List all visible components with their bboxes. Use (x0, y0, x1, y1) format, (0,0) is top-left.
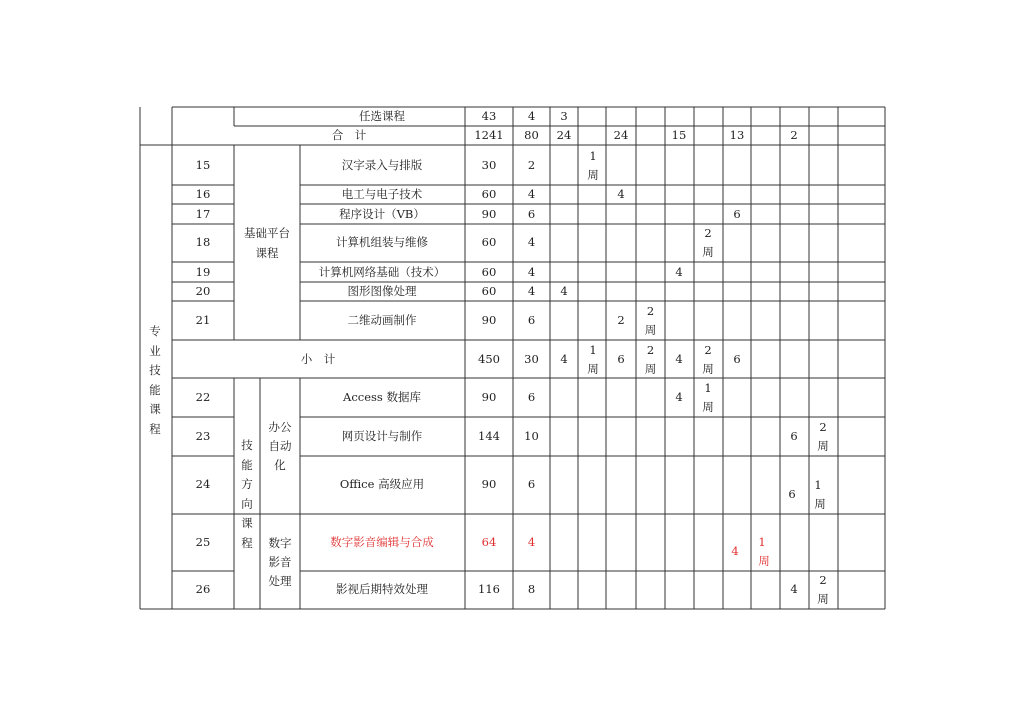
row-19-weekly: 4 (675, 265, 683, 279)
row-15-credits: 2 (527, 158, 536, 172)
row-22-week-unit: 周 (702, 400, 714, 414)
row-20-weekly: 4 (560, 284, 568, 298)
row-26-week-unit: 周 (817, 592, 829, 606)
row-21-credits: 6 (527, 313, 536, 327)
row-19-credits: 4 (527, 265, 536, 279)
row-22-name: Access 数据库 (343, 390, 421, 404)
row-15-name: 汉字录入与排版 (341, 158, 423, 172)
row-23-credits: 10 (524, 429, 539, 443)
row-18-hours: 60 (481, 235, 497, 249)
row-23-week-unit: 周 (817, 439, 829, 453)
subtotal-c4a: 2 (646, 343, 655, 357)
subtotal-label: 小 计 (300, 352, 336, 366)
row-16-name: 电工与电子技术 (341, 187, 423, 201)
sub-office-label: 办公自动化 (268, 420, 292, 472)
row-17-hours: 90 (481, 207, 497, 221)
total-hours: 1241 (474, 128, 504, 142)
row-24-no: 24 (195, 477, 211, 491)
row-22-weekly: 4 (675, 390, 683, 404)
row-25-weekly: 4 (731, 544, 739, 558)
row-25-week-unit: 周 (758, 554, 770, 568)
elective-credits: 4 (527, 109, 536, 123)
row-24-credits: 6 (527, 477, 536, 491)
row-16-credits: 4 (527, 187, 536, 201)
row-15-week: 1 (589, 149, 597, 163)
row-25-credits: 4 (527, 535, 536, 549)
subtotal-c3: 6 (617, 352, 625, 366)
row-21-weekly: 2 (617, 313, 625, 327)
group-basic-label: 基础平台课程 (244, 226, 290, 260)
row-26-name: 影视后期特效处理 (336, 582, 428, 596)
row-26-hours: 116 (478, 582, 500, 596)
total-sem3: 24 (613, 128, 629, 142)
subtotal-c5: 4 (675, 352, 683, 366)
row-20-no: 20 (195, 284, 211, 298)
subtotal-c2a: 1 (589, 343, 597, 357)
row-23-name: 网页设计与制作 (341, 429, 423, 443)
row-23-weekly: 6 (790, 429, 798, 443)
row-17-credits: 6 (527, 207, 536, 221)
row-19-hours: 60 (481, 265, 497, 279)
row-20-credits: 4 (527, 284, 536, 298)
row-16-no: 16 (195, 187, 211, 201)
row-24-week: 1 (814, 478, 822, 492)
row-15-no: 15 (195, 158, 211, 172)
row-16-weekly: 4 (617, 187, 625, 201)
total-sem5: 15 (671, 128, 687, 142)
row-21-no: 21 (195, 313, 211, 327)
row-18-week-unit: 周 (702, 245, 714, 259)
subtotal-c7: 6 (733, 352, 741, 366)
row-21-week-unit: 周 (644, 323, 657, 337)
row-21-name: 二维动画制作 (347, 313, 417, 327)
row-22-no: 22 (195, 390, 211, 404)
row-18-week: 2 (704, 226, 712, 240)
row-20-hours: 60 (481, 284, 497, 298)
subtotal-c2b: 周 (587, 362, 599, 376)
row-23-no: 23 (195, 429, 211, 443)
row-21-week: 2 (646, 304, 655, 318)
row-26-week: 2 (819, 573, 827, 587)
subtotal-c1: 4 (560, 352, 568, 366)
row-24-name: Office 高级应用 (339, 477, 425, 491)
row-23-week: 2 (819, 420, 827, 434)
row-19-name: 计算机网络基础（技术） (318, 265, 446, 279)
row-17-no: 17 (195, 207, 211, 221)
row-22-credits: 6 (527, 390, 536, 404)
subtotal-c4b: 周 (644, 362, 657, 376)
row-26-credits: 8 (527, 582, 536, 596)
total-sem9: 2 (790, 128, 798, 142)
row-26-weekly: 4 (790, 582, 798, 596)
row-25-hours: 64 (481, 535, 497, 549)
total-sem1: 24 (556, 128, 572, 142)
row-17-name: 程序设计（VB） (339, 207, 425, 221)
total-label: 合 计 (331, 128, 367, 142)
elective-hours: 43 (481, 109, 497, 123)
row-21-hours: 90 (481, 313, 497, 327)
elective-sem1: 3 (560, 109, 568, 123)
sub-media-label: 数字影音处理 (268, 536, 292, 588)
row-24-hours: 90 (481, 477, 497, 491)
row-22-hours: 90 (481, 390, 497, 404)
subtotal-hours: 450 (478, 352, 500, 366)
row-15-week-unit: 周 (587, 168, 599, 182)
row-25-no: 25 (195, 535, 211, 549)
elective-name: 任选课程 (359, 109, 405, 123)
subtotal-c6b: 周 (702, 362, 714, 376)
row-18-name: 计算机组装与维修 (336, 235, 428, 249)
row-19-no: 19 (195, 265, 211, 279)
row-18-credits: 4 (527, 235, 536, 249)
row-24-weekly: 6 (788, 487, 796, 501)
row-18-no: 18 (195, 235, 211, 249)
subtotal-credits: 30 (524, 352, 539, 366)
total-credits: 80 (524, 128, 539, 142)
row-24-week-unit: 周 (814, 497, 826, 511)
total-sem7: 13 (729, 128, 745, 142)
row-16-hours: 60 (481, 187, 497, 201)
row-26-no: 26 (195, 582, 211, 596)
row-23-hours: 144 (478, 429, 500, 443)
group-skill-label: 技能方向课程 (241, 438, 253, 550)
section-title: 专业技能课程 (149, 324, 161, 436)
row-20-name: 图形图像处理 (347, 284, 417, 298)
row-25-week: 1 (758, 535, 766, 549)
row-17-weekly: 6 (733, 207, 741, 221)
row-15-hours: 30 (481, 158, 497, 172)
subtotal-c6a: 2 (704, 343, 712, 357)
row-25-name: 数字影音编辑与合成 (330, 535, 434, 549)
row-22-week: 1 (704, 381, 712, 395)
